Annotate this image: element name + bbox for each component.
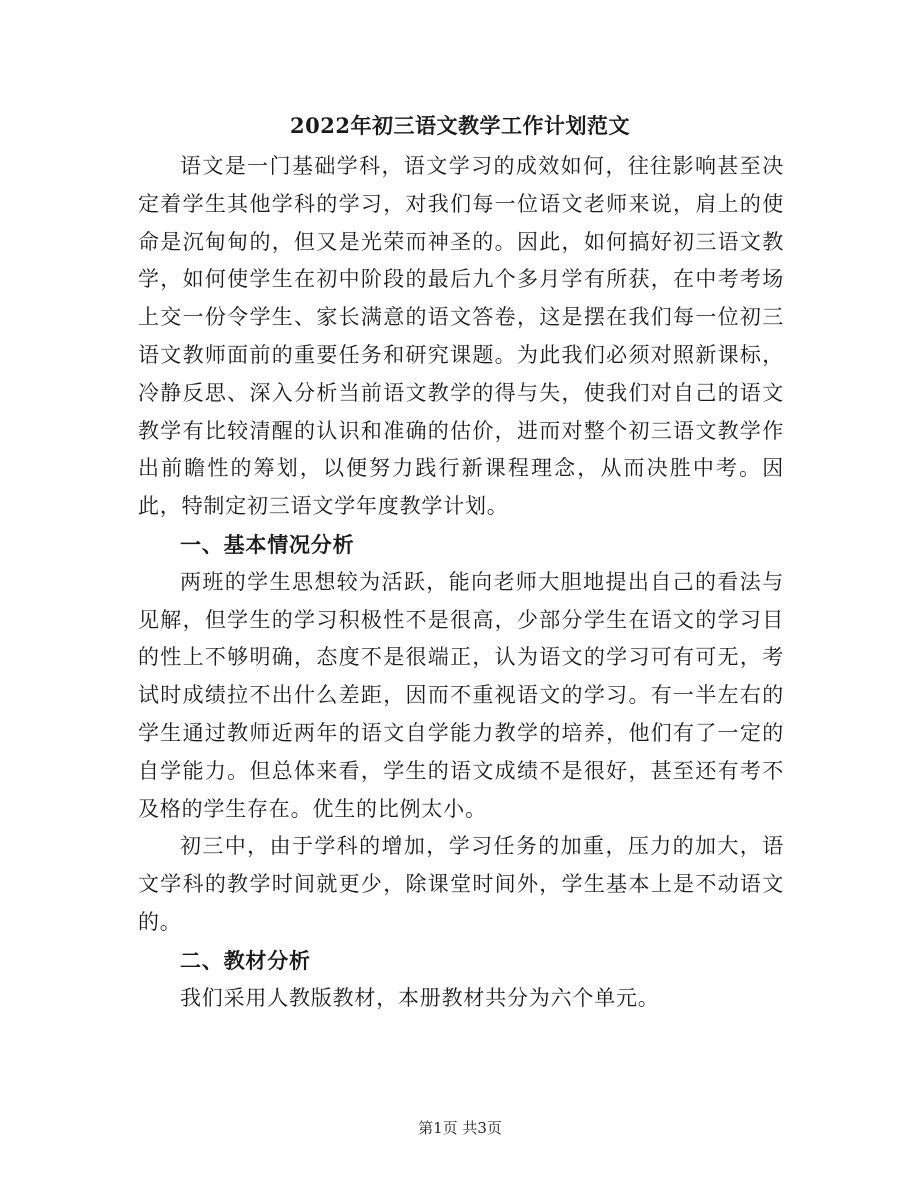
basic-situation-paragraph: 两班的学生思想较为活跃，能向老师大胆地提出自己的看法与见解，但学生的学习积极性不是很高，少部分学生在语文的学习目的性上不够明确，态度不是很端正，认为语文的学习可有可无，考试时成绩拉不出什么差距，因而不重视语文的学习。有一半左右的学生通过教师近两年的语文自学能力教学的培养，他们有了一定的自学能力。但总体来看，学生的语文成绩不是很好，甚至还有考不及格的学生存在。优生的比例太小。: [138, 569, 784, 821]
page-number-footer: 第1页 共3页: [418, 1119, 502, 1137]
section-heading-basic-situation: 一、基本情况分析: [180, 531, 355, 557]
grade-three-paragraph: 初三中，由于学科的增加，学习任务的加重，压力的加大，语文学科的教学时间就更少，除课堂时间外，学生基本上是不动语文的。: [138, 834, 784, 934]
document-title: 2022年初三语文教学工作计划范文: [290, 113, 630, 138]
textbook-paragraph: 我们采用人教版教材，本册教材共分为六个单元。: [180, 985, 660, 1010]
section-heading-textbook: 二、教材分析: [180, 947, 311, 973]
document-body: [138, 148, 784, 1017]
intro-paragraph: 语文是一门基础学科，语文学习的成效如何，往往影响甚至决定着学生其他学科的学习，对我们每一位语文老师来说，肩上的使命是沉甸甸的，但又是光荣而神圣的。因此，如何搞好初三语文教学，如何使学生在初中阶段的最后九个多月学有所获，在中考考场上交一份令学生、家长满意的语文答卷，这是摆在我们每一位初三语文教师面前的重要任务和研究课题。为此我们必须对照新课标，冷静反思、深入分析当前语文教学的得与失，使我们对自己的语文教学有比较清醒的认识和准确的估价，进而对整个初三语文教学作出前瞻性的筹划，以便努力践行新课程理念，从而决胜中考。因此，特制定初三语文学年度教学计划。: [138, 154, 784, 519]
